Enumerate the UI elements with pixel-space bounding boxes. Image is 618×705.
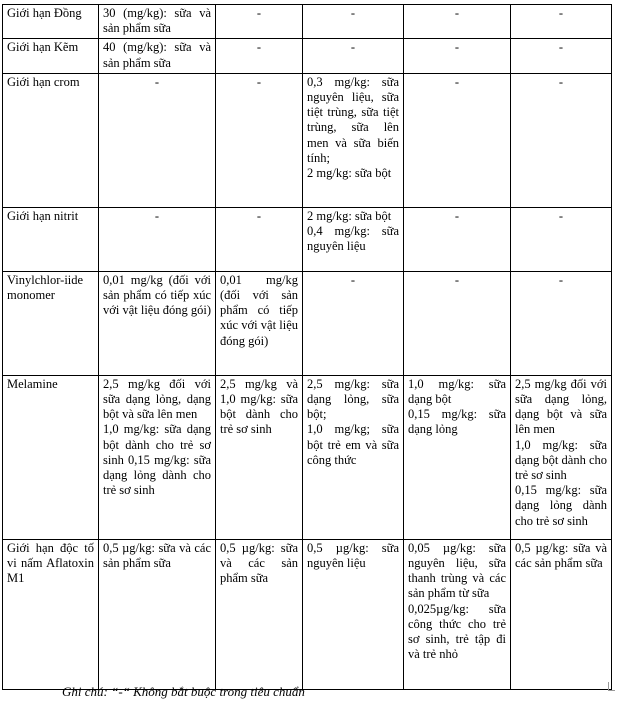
table-cell bbox=[303, 73, 404, 207]
row-label: Melamine bbox=[3, 375, 99, 539]
cell-line: 2,5 mg/kg đối với sữa dạng lỏng, dạng bột và sữa lên men bbox=[103, 376, 211, 422]
table-cell: - bbox=[511, 207, 612, 271]
table-cell: - bbox=[216, 39, 303, 73]
cell-line: 2 mg/kg: sữa bột bbox=[307, 208, 392, 223]
table-row bbox=[3, 73, 612, 207]
table-cell: - bbox=[303, 5, 404, 39]
table-cell: - bbox=[303, 271, 404, 375]
cell-line: 0,025µg/kg: sữa công thức cho trẻ sơ sinh, trẻ tập đi và trẻ nhỏ bbox=[408, 601, 506, 662]
table-row bbox=[3, 271, 612, 375]
table-cell bbox=[216, 271, 303, 375]
cell-line: 2,5 mg/kg đối với sữa dạng lỏng, dạng bột và sữa lên men bbox=[515, 376, 607, 437]
table-cell bbox=[511, 539, 612, 689]
table-cell bbox=[303, 207, 404, 271]
table-cell: - bbox=[511, 271, 612, 375]
cell-line: 2,5 mg/kg và 1,0 mg/kg: sữa bột dành cho trẻ sơ sinh bbox=[220, 376, 298, 437]
cell-line: 1,0 mg/kg: sữa dạng bột dành cho trẻ sơ sinh bbox=[515, 437, 607, 483]
table-cell: - bbox=[303, 39, 404, 73]
table-cell: - bbox=[99, 207, 216, 271]
row-label: Giới hạn Đồng bbox=[3, 5, 99, 39]
cell-line: 0,05 µg/kg: sữa nguyên liệu, sữa thanh trùng và các sản phẩm từ sữa bbox=[408, 540, 506, 601]
table-row bbox=[3, 375, 612, 539]
table-cell bbox=[99, 39, 216, 73]
cell-line: 2 mg/kg: sữa bột bbox=[307, 166, 392, 181]
table-cell bbox=[99, 271, 216, 375]
table-row bbox=[3, 207, 612, 271]
table-cell bbox=[511, 375, 612, 539]
cell-line: 1,0 mg/kg: sữa dạng bột bbox=[408, 376, 506, 407]
table-cell: - bbox=[99, 73, 216, 207]
table-cell: - bbox=[216, 5, 303, 39]
standards-table bbox=[2, 4, 612, 690]
cell-line: 0,15 mg/kg: sữa dạng lỏng dành cho trẻ sơ sinh bbox=[515, 483, 607, 528]
table-cell: - bbox=[216, 207, 303, 271]
corner-mark bbox=[608, 682, 615, 691]
row-label: Vinylchlor-iide monomer bbox=[3, 271, 99, 375]
table-cell: - bbox=[404, 73, 511, 207]
table-cell: - bbox=[511, 5, 612, 39]
cell-line: 2,5 mg/kg: sữa dạng lỏng, sữa bột; bbox=[307, 376, 399, 422]
table-cell bbox=[404, 375, 511, 539]
row-label: Giới hạn nitrit bbox=[3, 207, 99, 271]
table-cell bbox=[404, 539, 511, 689]
row-label: Giới hạn crom bbox=[3, 73, 99, 207]
table-cell bbox=[99, 375, 216, 539]
cell-line: 0,01 mg/kg (đối với sản phẩm có tiếp xúc với vật liệu đóng gói) bbox=[103, 272, 211, 318]
table-cell: - bbox=[404, 39, 511, 73]
cell-line: 1,0 mg/kg: sữa dạng bột dành cho trẻ sơ sinh 0,15 mg/kg: sữa dạng lỏng dành cho trẻ sơ sinh bbox=[103, 422, 211, 498]
table-cell bbox=[303, 375, 404, 539]
table-cell bbox=[216, 539, 303, 689]
row-label: Giới hạn độc tố vi nấm Aflatoxin M1 bbox=[3, 539, 99, 689]
cell-line: 0,15 mg/kg: sữa dạng lỏng bbox=[408, 407, 506, 437]
cell-line: 1,0 mg/kg; sữa bột trẻ em và sữa công thức bbox=[307, 422, 399, 467]
table-cell: - bbox=[511, 73, 612, 207]
cell-line: 0,5 µg/kg: sữa và các sản phẩm sữa bbox=[515, 540, 607, 571]
table-cell bbox=[99, 539, 216, 689]
footnote: Ghi chú: “-“ Không bắt buộc trong tiêu chuẩn bbox=[62, 684, 305, 699]
cell-line: 0,5 µg/kg: sữa và các sản phẩm sữa bbox=[220, 540, 298, 586]
cell-line: 0,5 µg/kg: sữa và các sản phẩm sữa bbox=[103, 540, 211, 571]
cell-line: 0,01 mg/kg (đối với sản phẩm có tiếp xúc với vật liệu đóng gói) bbox=[220, 272, 298, 348]
table-cell: - bbox=[404, 271, 511, 375]
table-cell bbox=[303, 539, 404, 689]
table-cell: - bbox=[404, 5, 511, 39]
table-cell: - bbox=[511, 39, 612, 73]
row-label: Giới hạn Kẽm bbox=[3, 39, 99, 73]
table-row bbox=[3, 539, 612, 689]
table-cell bbox=[216, 375, 303, 539]
cell-line: 30 (mg/kg): sữa và sản phẩm sữa bbox=[103, 6, 211, 36]
table-cell: - bbox=[216, 73, 303, 207]
cell-line: 0,4 mg/kg: sữa nguyên liệu bbox=[307, 224, 399, 254]
cell-line: 0,3 mg/kg: sữa nguyên liệu, sữa tiệt trùng, sữa tiệt trùng, sữa lên men và sữa biến tính; bbox=[307, 74, 399, 165]
table-cell bbox=[99, 5, 216, 39]
table-row bbox=[3, 39, 612, 73]
cell-line: 40 (mg/kg): sữa và sản phẩm sữa bbox=[103, 40, 211, 70]
table-cell: - bbox=[404, 207, 511, 271]
table-row bbox=[3, 5, 612, 39]
cell-line: 0,5 µg/kg: sữa nguyên liệu bbox=[307, 540, 399, 571]
